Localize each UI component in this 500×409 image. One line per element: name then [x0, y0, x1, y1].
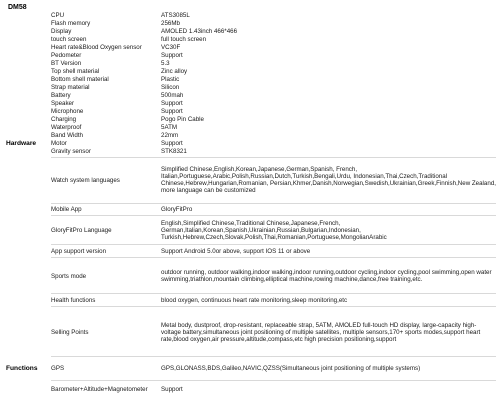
spec-row — [51, 68, 496, 75]
spec-row — [51, 108, 496, 115]
spec-key: Selling Points — [51, 328, 89, 336]
spec-row — [51, 261, 496, 291]
spec-row — [51, 44, 496, 51]
spec-value: full touch screen — [161, 36, 207, 43]
spec-key: CPU — [51, 12, 65, 19]
spec-key: Microphone — [51, 108, 84, 115]
spec-row — [51, 206, 496, 213]
spec-value: GloryFitPro — [161, 206, 193, 213]
divider — [51, 215, 496, 216]
spec-row — [51, 116, 496, 123]
spec-value: Simplified Chinese,English,Korean,Japanese,German,Spanish, French, Italian,Portuguese,Arabic,Polish,Russian,Dutch,Turkish,Bengali,Urdu, Indonesian,Thai,Czech,Traditional Chinese,Hebrew,Hungarian,Romanian, Persian,Khmer,Danish,Norwegian,Swedish,Ukrainian,Greek,Finnish,New Zealand, more language can be customized — [161, 166, 496, 194]
spec-key: Strap material — [51, 84, 90, 91]
spec-row — [51, 132, 496, 139]
spec-value: Support — [161, 386, 183, 393]
spec-row — [51, 148, 496, 155]
spec-value: AMOLED 1.43inch 466*466 — [161, 28, 238, 35]
spec-key: Pedometer — [51, 52, 82, 59]
divider — [51, 257, 496, 258]
spec-key: Sports mode — [51, 272, 87, 280]
spec-value: Silicon — [161, 84, 180, 91]
spec-row — [51, 140, 496, 147]
spec-row — [51, 20, 496, 27]
spec-value: ATS3085L — [161, 12, 190, 19]
spec-key: touch screen — [51, 36, 87, 43]
spec-key: Health functions — [51, 297, 96, 304]
spec-row — [51, 219, 496, 241]
spec-row — [51, 248, 496, 255]
spec-row — [51, 310, 496, 354]
spec-value: English,Simplified Chinese,Traditional Chinese,Japanese,French, German,Italian,Korean,Spanish,Ukrainian,Russian,Bulgarian,Indonesian, Turkish,Hebrew,Czech,Slovak,Polish,Thai,Romanian,Portuguese,MongolianArabic — [161, 219, 387, 241]
divider — [51, 306, 496, 307]
divider — [51, 157, 496, 158]
spec-key: Barometer+Altitude+Magnetometer — [51, 386, 148, 393]
spec-value: 5.3 — [161, 60, 170, 67]
spec-row — [51, 76, 496, 83]
spec-value: Pogo Pin Cable — [161, 116, 204, 123]
spec-row — [51, 100, 496, 107]
spec-value: 256Mb — [161, 20, 180, 27]
spec-row — [51, 297, 496, 304]
spec-value: Plastic — [161, 76, 180, 83]
spec-key: App support version — [51, 248, 107, 255]
spec-row — [51, 159, 496, 201]
spec-row — [51, 386, 496, 393]
spec-key: Flash memory — [51, 20, 91, 27]
spec-row — [51, 52, 496, 59]
spec-key: Bottom shell material — [51, 76, 109, 83]
spec-key: Watch system languages — [51, 176, 120, 184]
section-functions: Functions — [6, 365, 38, 372]
spec-key: Motor — [51, 140, 67, 147]
spec-key: Mobile App — [51, 206, 82, 213]
spec-key: Gravity sensor — [51, 148, 91, 155]
spec-row — [51, 28, 496, 35]
spec-value: Support — [161, 52, 183, 59]
divider — [51, 293, 496, 294]
spec-row — [51, 84, 496, 91]
divider — [51, 203, 496, 204]
spec-key: BT Version — [51, 60, 82, 67]
spec-key: Waterproof — [51, 124, 82, 131]
spec-key: Band Width — [51, 132, 83, 139]
spec-value: blood oxygen, continuous heart rate monitoring,sleep monitoring,etc — [161, 297, 348, 304]
spec-value: Zinc alloy — [161, 68, 188, 75]
spec-key: GloryFitPro Language — [51, 226, 112, 234]
divider — [51, 380, 496, 381]
spec-row — [51, 60, 496, 67]
spec-value: 500mah — [161, 92, 184, 99]
spec-key: Display — [51, 28, 72, 35]
spec-value: VC30F — [161, 44, 181, 51]
spec-key: Speaker — [51, 100, 75, 107]
spec-row — [51, 36, 496, 43]
spec-value: 22mm — [161, 132, 179, 139]
spec-value: 5ATM — [161, 124, 178, 131]
spec-value: Metal body, dustproof, drop-resistant, replaceable strap, 5ATM, AMOLED full-touch HD display, large-capacity high-voltage battery,simultaneous joint positioning of multiple satellites, multiple sensors,170+ sports modes,support heart rate,blood oxygen,air pressure,altitude,compass,etc high precision positioning,support — [161, 321, 481, 343]
spec-row — [51, 92, 496, 99]
spec-value: Support — [161, 100, 183, 107]
spec-value: Support — [161, 140, 183, 147]
divider — [51, 356, 496, 357]
spec-key: Battery — [51, 92, 71, 99]
spec-value: outdoor running, outdoor walking,indoor walking,indoor running,outdoor cycling,indoor cycling,pool swimming,open water swimming,triathlon,mountain climbing,elliptical machine,rowing machine,dance,free training,etc. — [161, 269, 492, 283]
spec-row — [51, 359, 496, 377]
spec-value: Support — [161, 108, 183, 115]
divider — [51, 244, 496, 245]
spec-key: Top shell material — [51, 68, 100, 75]
section-hardware: Hardware — [6, 140, 37, 147]
spec-key: Charging — [51, 116, 77, 123]
spec-row — [51, 12, 496, 19]
spec-value: GPS,GLONASS,BDS,Galileo,NAVIC,QZSS(Simultaneous joint positioning of multiple systems) — [161, 364, 421, 372]
spec-row — [51, 124, 496, 131]
spec-value: STK8321 — [161, 148, 187, 155]
model-title: DM58 — [8, 4, 27, 11]
spec-key: GPS — [51, 364, 65, 372]
spec-value: Support Android 5.0or above, support IOS 11 or above — [161, 248, 311, 255]
spec-key: Heart rate&Blood Oxygen sensor — [51, 44, 142, 51]
